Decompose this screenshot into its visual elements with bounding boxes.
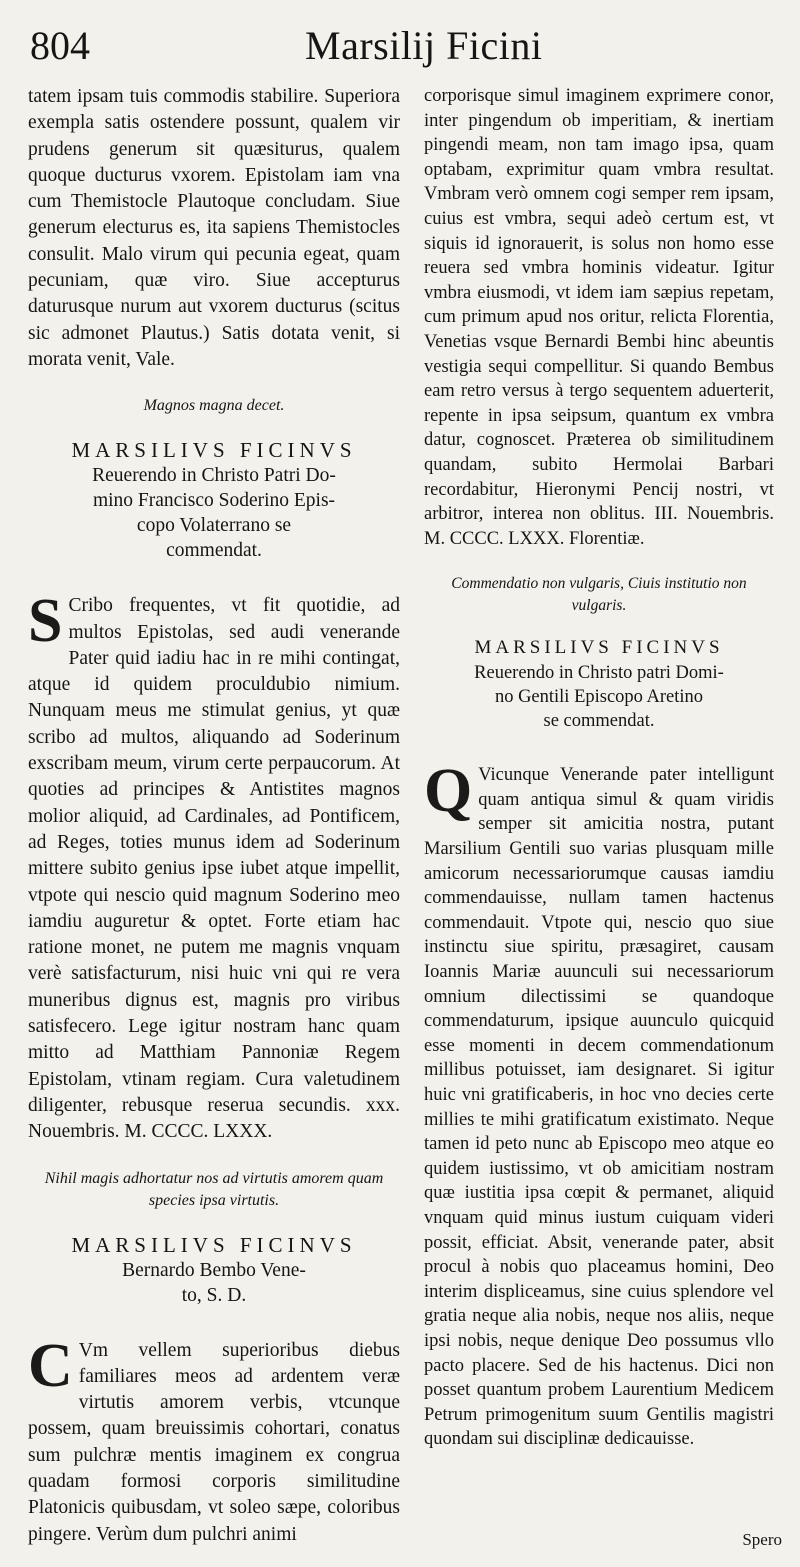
salutation-line: Bernardo Bembo Vene- — [122, 1259, 306, 1281]
right-column — [424, 84, 774, 1452]
left-letter-1 — [28, 587, 400, 1145]
letter-body: Vicunque Venerande pater intelligunt quam antiqua simul & quam viridis semper sit amicitia nostra, putant Marsilium Gentili suo varias plusquam mille amicorum necessariorumque causas iamdiu commendauisse, nullam tamen hactenus commendauit. Vtpote qui, nescio quo siue instinctu siue spiritu, præsagiret, causam Ioannis Mariæ auunculi sui necessariorum omnium dilectissimi se quandoque commendaturum, ipsique auunculo quicquid esse momenti in decem commendationum millibus potuisset, iam designaret. Si igitur huic vni gratificaberis, in hoc vno decies certe millies te mihi gratificatum existimato. Neque tamen id peto nunc ab Episcopo meo atque eo quidem iustissimo, vt ob amicitiam nostram quæ iustitia ipsa cœpit & permanet, aliquid vnquam quid minus iustum cuiquam videri possit, efficiat. Absit, venerande pater, absit procul à nobis quo placeamus homini, Deo interim displiceamus, sine cuius splendore vel gratia neque alia nobis, neque nos aliis, neque ipsi nobis, neque denique Deo possumus vllo pacto placere. Sed de his hactenus. Dici non posset quantum probem Laurentium Medicem Petrum primogenitum suum Gentilis magistri quondam sui disciplinæ dedicauisse. — [424, 765, 774, 1450]
page-number: 804 — [30, 23, 90, 68]
left-paragraph-1: tatem ipsam tuis commodis stabilire. Superiora exempla satis ostendere possunt, qualem vir prudens generum sit quæsiturus, qualem quoque ducturus vxorem. Epistolam iam vna cum Themistocle Plautoque concludam. Siue generum electurus es, ita sapiens Themistocles consulit. Malo virum qui pecunia egeat, quam pecuniam, quæ viro. Siue accepturus daturusque nurum aut vxorem ducturus (scitus sic admonet Plautus.) Satis dotata venit, si morata venit, Vale. — [28, 86, 400, 370]
drop-cap: Q — [424, 757, 473, 826]
left-motto-1: Magnos magna decet. — [143, 397, 285, 415]
left-column — [28, 84, 400, 1548]
left-letter-2 — [28, 1331, 400, 1548]
letter-body: Vm vellem superioribus diebus familiares meos ad ardentem veræ virtutis amorem verbis, vtcunque possem, quam breuissimis cohortari, conatus sum pulchræ mentis imaginem ex congrua quadam formosi corporis similitudine Platonicis quibusdam, vt soleo sæpe, coloribus pingere. Verùm dum pulchri animi — [28, 1339, 400, 1545]
right-salutation-1 — [424, 635, 774, 733]
salutation-line: mino Francisco Soderino Epis- — [92, 490, 336, 512]
catchword: Spero — [742, 1530, 782, 1549]
drop-cap: S — [28, 587, 63, 656]
salutation-name: MARSILIVS FICINVS — [71, 438, 357, 463]
right-motto-1: Commendatio non vulgaris, Ciuis institutio non vulgaris. — [451, 575, 747, 615]
drop-cap: C — [28, 1331, 73, 1400]
salutation-line: Reuerendo in Christo Patri Do- — [92, 465, 336, 487]
salutation-line: to, S. D. — [181, 1284, 247, 1306]
letter-body: Cribo frequentes, vt fit quotidie, ad multos Epistolas, sed audi venerande Pater quid iadiu hac in re mihi contingat, atque id quidem proculdubio nimium. Nunquam meus me stimulat genius, yt quæ scribo ad multos, aliquando ad Soderinum exscribam meum, virum certe perpaucorum. At quoties ad principes & Antistites magnos molior aliquid, ad Cardinales, ad Pontificem, ad Reges, toties munus idem ad Soderinum mittere subito genius ipse iubet atque impellit, vtpote qui nescio quid magnum Soderino meo iamdiu auguretur & optet. Forte etiam hac ratione monet, ne putem me magnis vnquam verè satisfacturum, nisi huic vni qui re vera muneribus dignus est, magnis pro viribus satisfecero. Lege igitur nostram hanc quam mitto ad Matthiam Pannoniæ Regem Epistolam, vtinam regiam. Cura valetudinem diligenter, rebusque reserua secundis. xxx. Nouembris. M. CCCC. LXXX. — [28, 595, 400, 1143]
salutation-name: MARSILIVS FICINVS — [474, 637, 724, 659]
salutation-line: no Gentili Episcopo Aretino — [494, 687, 704, 708]
right-paragraph-1: corporisque simul imaginem exprimere conor, inter pingendum ob imperitiam, & inertiam pingendi meam, non tam imago ipsa, quam optabam, exprimitur quam vmbra resultat. Vmbram verò omnem cogi semper rem ipsam, cuius est vmbra, sequi adeò certum est, vt siquis id ignorauerit, is solus non homo esse reuera sed vmbra hominis videatur. Igitur vmbra eiusmodi, vt idem iam sæpius repetam, cum primum apud nos oritur, relicta Florentia, Venetias vsque Bernardi Bembi hinc abeuntis vestigia sequi compellitur. Si quando Bembus eam retro versus à tergo sequentem aduerterit, repente in ipsa seipsum, quantum ex vmbra datur, cognoscet. Præterea ob similitudinem quandam, subito Hermolai Barbari recordabitur, Hieronymi Pencij nostri, vt arbitror, interea non oblitus. III. Nouembris. M. CCCC. LXXX. Florentiæ. — [424, 86, 774, 549]
salutation-name: MARSILIVS FICINVS — [71, 1232, 357, 1257]
left-salutation-1 — [28, 437, 400, 563]
right-letter-1 — [424, 757, 774, 1452]
salutation-line: Reuerendo in Christo patri Domi- — [474, 663, 724, 684]
left-motto-2: Nihil magis adhortatur nos ad virtutis amorem quam species ipsa virtutis. — [44, 1169, 384, 1209]
left-salutation-2 — [28, 1232, 400, 1308]
running-title: Marsilij Ficini — [305, 23, 543, 68]
salutation-line: se commendat. — [543, 711, 655, 732]
salutation-line: commendat. — [166, 540, 262, 562]
salutation-line: copo Volaterrano se — [136, 515, 292, 537]
